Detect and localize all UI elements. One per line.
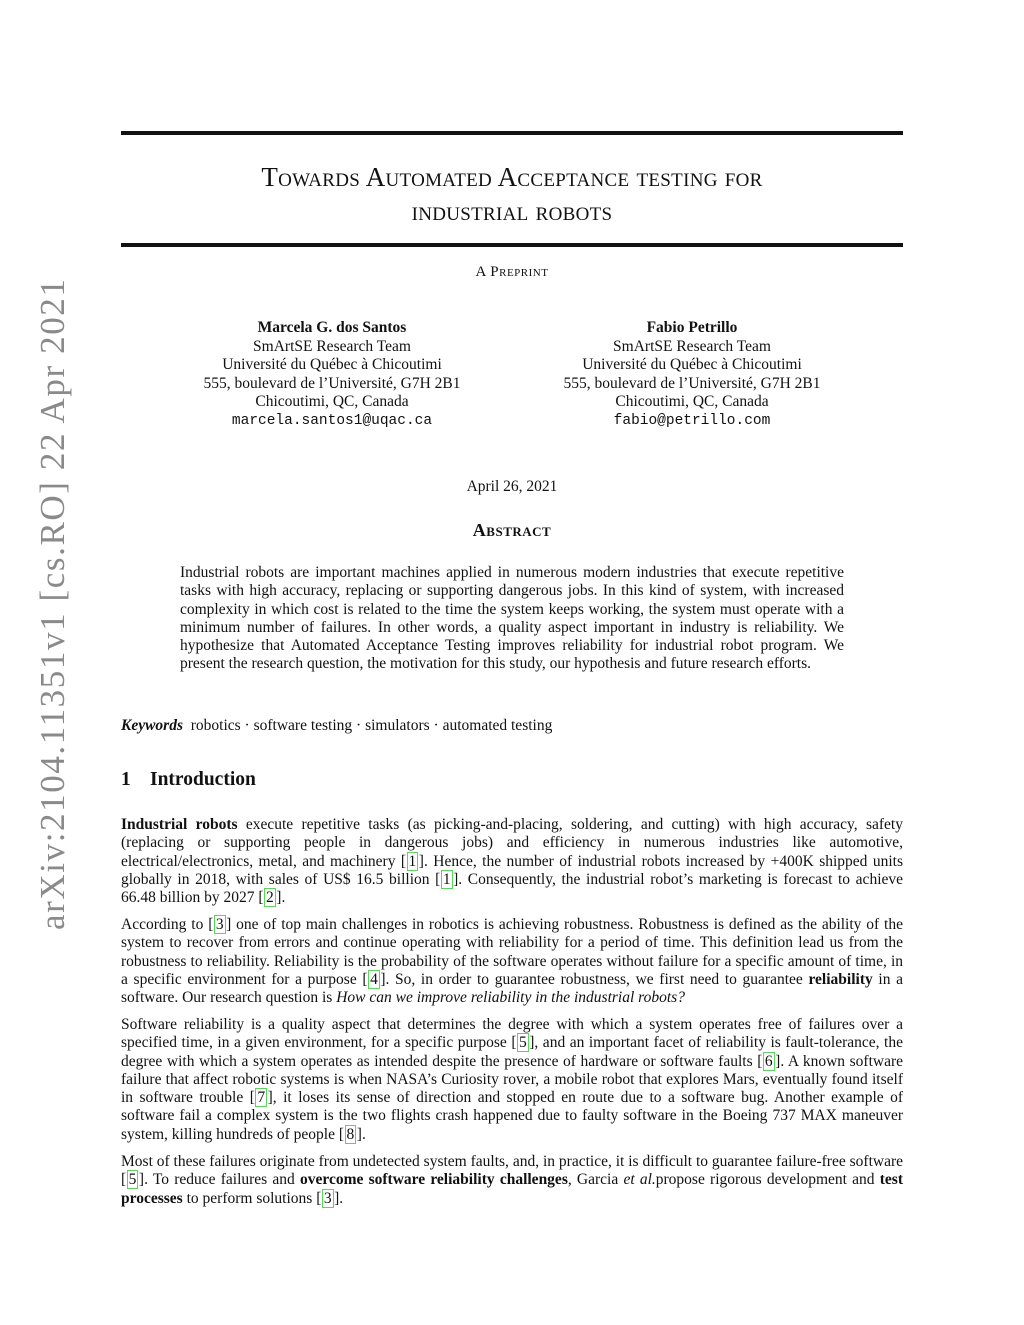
keywords-list: robotics · software testing · simulators · automated testing xyxy=(190,717,553,734)
preprint-label: A Preprint xyxy=(475,264,549,280)
citation-link[interactable]: 1 xyxy=(442,870,451,888)
citation-link[interactable]: 8 xyxy=(346,1125,355,1143)
paper-date: April 26, 2021 xyxy=(466,478,558,495)
text-run: one of top main challenges in robotics is achieving robustness. Robustness is defined as the ability of the system to recover from errors and continue operating with reliability for a period of time. This definition lead us from the robustness to reliability. Reliability is the probability of the software operates without failure for a specific amount of time, in a specific environment for a purpose xyxy=(121,916,903,988)
bold-text: reliability xyxy=(808,970,873,988)
bold-text: Industrial robots xyxy=(121,816,238,833)
text-run: propose rigorous development and xyxy=(655,1171,880,1189)
text-run: . A known software failure that affect robotic systems is when NASA’s Curiosity rover, a mobile robot that explores Mars, eventually found itself in software trouble xyxy=(121,1052,903,1107)
text-run: . Hence, the number of industrial robots increased by +400K shipped units globally in 2018, with sales of US$ 16.5 billion xyxy=(121,852,903,888)
bold-text: test processes xyxy=(121,1171,903,1207)
title-line-2: industrial robots xyxy=(411,196,613,226)
author-address: 555, boulevard de l’Université, G7H 2B1 xyxy=(203,374,461,392)
author-name: Fabio Petrillo xyxy=(646,319,738,336)
text-run: Most of these failures originate from undetected system faults, and, in practice, it is difficult to guarantee failure-free software xyxy=(121,1153,903,1170)
citation-link[interactable]: 2 xyxy=(266,889,274,907)
author-block-1 xyxy=(152,319,512,430)
text-run: . To reduce failures and xyxy=(144,1171,300,1189)
text-run: . Consequently, the industrial robot’s marketing is forecast to achieve 66.48 billion by 2027 xyxy=(121,870,904,907)
author-address: 555, boulevard de l’Université, G7H 2B1 xyxy=(563,374,821,392)
author-block-2 xyxy=(512,319,872,430)
text-run: Software reliability is a quality aspect that determines the degree with which a system operates free of failures over a specified time, in a given environment, for a specific purpose xyxy=(121,1016,903,1052)
italic-text: et al. xyxy=(623,1171,656,1189)
author-university: Université du Québec à Chicoutimi xyxy=(582,356,802,373)
citation-link[interactable]: 3 xyxy=(215,916,224,933)
text-run: . xyxy=(361,1125,366,1143)
intro-paragraph-1: Industrial robots execute repetitive tasks (as picking-and-placing, soldering, and cutting) with high accuracy, safety (replacing or supporting people in dangerous jobs) and efficiency in numerous industries like automotive, electrical/electronics, metal, and machinery [ 1 ]. Hence, the number of industrial robots increased by +400K shipped units globally in 2018, with sales of US$ 16.5 billion [ 1 ]. Consequently, the industrial robot’s marketing is forecast to achieve 66.48 billion by 2027 [ 2 ]. xyxy=(121,816,904,907)
citation-link[interactable]: 7 xyxy=(257,1089,266,1107)
text-run: , it loses its sense of direction and stopped en route due to a software bug. Another example of software fail a complex system is the two flights crash happened due to faulty software in the Boeing 737 MAX maneuver system, killing hundreds of people xyxy=(121,1089,903,1143)
section-number: 1 xyxy=(121,769,131,790)
arxiv-stamp: arXiv:2104.11351v1 [cs.RO] 22 Apr 2021 xyxy=(33,277,72,930)
research-question: How can we improve reliability in the industrial robots? xyxy=(336,989,685,1007)
text-run: in a software. Our research question is xyxy=(121,970,903,1007)
citation-link[interactable]: 1 xyxy=(408,852,417,870)
author-name: Marcela G. dos Santos xyxy=(257,319,407,336)
text-run: to perform solutions xyxy=(182,1189,317,1207)
section-title: Introduction xyxy=(150,769,256,790)
abstract-body: Industrial robots are important machines applied in numerous modern industries that execute repetitive tasks with high accuracy, replacing or supporting dangerous jobs. In this kind of system, with increased complexity in which cost is related to the time the system keeps working, the system must operate with a minimum number of failures. In other words, a quality aspect important in industry is reliability. We hypothesize that Automated Acceptance Testing improves reliability for industrial robot program. We present the research question, the motivation for this study, our hypothesis and future research efforts. xyxy=(180,564,844,673)
author-team: SmArtSE Research Team xyxy=(613,337,771,355)
intro-paragraph-4: Most of these failures originate from undetected system faults, and, in practice, it is difficult to guarantee failure-free software [ 5 ]. To reduce failures and overcome software reliability challenges, Garcia et al.propose rigorous development and test processes to perform solutions [ 3 ]. xyxy=(121,1153,903,1207)
author-city: Chicoutimi, QC, Canada xyxy=(615,393,769,410)
text-run: . xyxy=(339,1189,344,1207)
citation-link[interactable]: 3 xyxy=(323,1189,332,1207)
title-line-1: Towards Automated Acceptance testing for xyxy=(261,162,763,192)
author-team: SmArtSE Research Team xyxy=(253,337,411,355)
intro-paragraph-3: Software reliability is a quality aspect that determines the degree with which a system operates free of failures over a specified time, in a given environment, for a specific purpose [ 5 ], and an important facet of reliability is fault-tolerance, the degree with which a system operates as intended despite the presence of hardware or software faults [ 6 ]. A known software failure that affect robotic systems is when NASA’s Curiosity rover, a mobile robot that explores Mars, eventually found itself in software trouble [ 7 ], it loses its sense of direction and stopped en route due to a software bug. Another example of software fail a complex system is the two flights crash happened due to faulty software in the Boeing 737 MAX maneuver system, killing hundreds of people [ 8 ]. xyxy=(121,1016,903,1143)
author-city: Chicoutimi, QC, Canada xyxy=(255,393,409,410)
text-run: , Garcia xyxy=(567,1171,624,1189)
paper-title xyxy=(121,160,903,228)
author-university: Université du Québec à Chicoutimi xyxy=(222,356,442,373)
text-run: , and an important facet of reliability is fault-tolerance, the degree with which a system operates as intended despite the presence of hardware or software faults xyxy=(121,1034,903,1070)
section-heading xyxy=(121,769,256,791)
bold-text: overcome software reliability challenges xyxy=(300,1171,568,1189)
citation-link[interactable]: 5 xyxy=(128,1171,137,1189)
text-run: . xyxy=(281,889,286,907)
author-email[interactable]: fabio@petrillo.com xyxy=(613,412,771,429)
text-run: . So, in order to guarantee robustness, we first need to guarantee xyxy=(385,970,809,988)
text-run: execute repetitive tasks (as picking-and-placing, soldering, and cutting) with high accuracy, safety (replacing or supporting people in dangerous jobs) and efficiency in numerous industries like automotive, electrical/electronics, metal, and machinery xyxy=(121,816,903,870)
keywords-label: Keywords xyxy=(121,717,183,734)
title-rule-top xyxy=(121,131,903,135)
keywords-line xyxy=(121,717,552,735)
citation-link[interactable]: 4 xyxy=(370,970,378,988)
text-run: According to xyxy=(121,916,209,933)
citation-link[interactable]: 6 xyxy=(764,1052,773,1070)
abstract-heading: Abstract xyxy=(472,520,552,540)
citation-link[interactable]: 5 xyxy=(519,1034,527,1052)
author-email[interactable]: marcela.santos1@uqac.ca xyxy=(231,412,433,429)
title-rule-bottom xyxy=(121,243,903,247)
intro-paragraph-2: According to [ 3 ] one of top main challenges in robotics is achieving robustness. Robustness is defined as the ability of the system to recover from errors and continue operating with reliability for a period of time. This definition lead us from the robustness to reliability. Reliability is the probability of the software operates without failure for a specific amount of time, in a specific environment for a purpose [ 4 ]. So, in order to guarantee robustness, we first need to guarantee reliability in a software. Our research question is How can we improve reliability in the industrial robots? xyxy=(121,916,903,1007)
